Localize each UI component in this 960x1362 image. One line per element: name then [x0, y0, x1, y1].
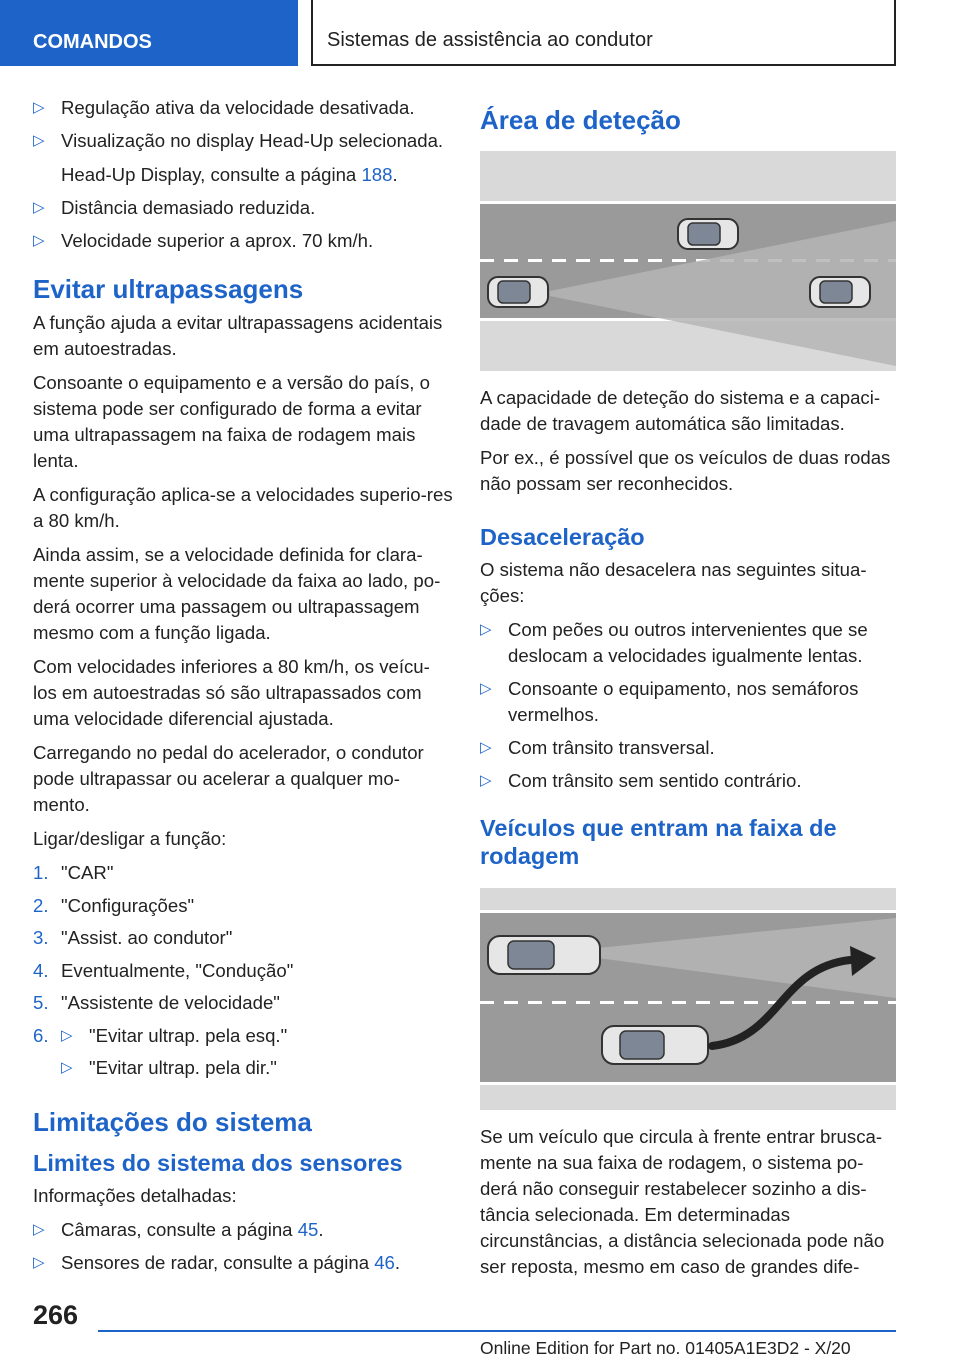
page-header	[0, 0, 960, 66]
step-item: 6. ▷ "Evitar ultrap. pela esq." ▷ "Evitar ultrap. pela dir."	[33, 1023, 453, 1082]
list-item: ▷ Com peões ou outros intervenientes que se deslocam a velocidades igualmente lentas.	[480, 619, 868, 666]
step-item: 3. "Assist. ao condutor"	[33, 927, 233, 948]
bullet-triangle-icon: ▷	[33, 1221, 45, 1238]
paragraph: Com velocidades inferiores a 80 km/h, os veícu‐los em autoestradas só são ultrapassados com uma velocidade diferencial ajustada.	[33, 656, 430, 729]
paragraph: Carregando no pedal do acelerador, o condutor pode ultrapassar ou acelerar a qualquer mo‐mento.	[33, 742, 424, 815]
paragraph: A configuração aplica-se a velocidades superio‐res a 80 km/h.	[33, 484, 453, 531]
bullet-triangle-icon: ▷	[33, 1254, 45, 1271]
list-item: ▷ Distância demasiado reduzida.	[33, 195, 453, 221]
cross-reference: Head-Up Display, consulte a página 188.	[61, 164, 398, 185]
paragraph: O sistema não desacelera nas seguintes situa‐ções:	[480, 559, 867, 606]
page-link[interactable]: 45	[297, 1219, 319, 1240]
heading-desaceleracao: Desaceleração	[480, 524, 645, 550]
page-link[interactable]: 188	[361, 164, 393, 185]
edition-text: Online Edition for Part no. 01405A1E3D2 - X/20	[480, 1338, 851, 1358]
cut-in-figure	[480, 888, 896, 1110]
list-item: ▷ Velocidade superior a aprox. 70 km/h.	[33, 228, 453, 254]
paragraph: Se um veículo que circula à frente entrar brusca‐mente na sua faixa de rodagem, o sistema po‐derá não conseguir restabelecer sozinho a dis‐tância selecionada. Em determinadas circunstâncias, a distância selecionada pode não ser reposta, mesmo em caso de grandes dife‐	[480, 1126, 885, 1277]
paragraph: Por ex., é possível que os veículos de duas rodas não possam ser reconhecidos.	[480, 447, 891, 494]
bullet-triangle-icon: ▷	[33, 99, 45, 116]
step-item: 2. "Configurações"	[33, 894, 195, 916]
car-icon	[602, 1026, 708, 1064]
bullet-triangle-icon: ▷	[61, 1026, 73, 1044]
page-link[interactable]: 46	[374, 1252, 395, 1273]
paragraph: Informações detalhadas:	[33, 1185, 237, 1206]
paragraph: Ligar/desligar a função:	[33, 828, 227, 849]
heading-veiculos-entram: Veículos que entram na faixa de rodagem	[480, 815, 837, 869]
paragraph: A função ajuda a evitar ultrapassagens acidentais em autoestradas.	[33, 312, 443, 359]
car-icon	[488, 277, 548, 307]
heading-limites-sensores: Limites do sistema dos sensores	[33, 1150, 403, 1176]
paragraph: A capacidade de deteção do sistema e a capaci‐dade de travagem automática são limitadas.	[480, 387, 881, 434]
step-options	[61, 1023, 453, 1082]
bullet-triangle-icon: ▷	[480, 680, 492, 697]
list-item: ▷ Sensores de radar, consulte a página 46.	[33, 1250, 453, 1276]
bullet-triangle-icon: ▷	[480, 772, 492, 789]
heading-area-detecao: Área de deteção	[480, 105, 681, 135]
list-item: ▷ Com trânsito transversal.	[480, 735, 896, 761]
step-item: 4. Eventualmente, "Condução"	[33, 959, 294, 981]
references-list	[33, 1217, 453, 1276]
steps-list	[33, 860, 453, 1081]
deceleration-list	[480, 617, 896, 794]
list-item: ▷ Câmaras, consulte a página 45.	[33, 1217, 453, 1243]
step-item: 1. "CAR"	[33, 862, 114, 883]
cut-in-illustration	[480, 888, 896, 1110]
list-item: ▷ Com trânsito sem sentido contrário.	[480, 768, 896, 794]
footer-divider	[98, 1330, 896, 1332]
paragraph: Consoante o equipamento e a versão do país, o sistema pode ser configurado de forma a evitar uma ultrapassagem na faixa de rodagem mais lenta.	[33, 372, 430, 471]
conditions-list	[33, 95, 453, 254]
right-column	[480, 95, 896, 1288]
bullet-triangle-icon: ▷	[480, 621, 492, 638]
left-column	[33, 95, 453, 1283]
heading-limitacoes: Limitações do sistema	[33, 1107, 312, 1137]
option-item: ▷ "Evitar ultrap. pela esq."	[61, 1023, 453, 1049]
step-item: 5. "Assistente de velocidade"	[33, 992, 280, 1013]
list-item: ▷ Regulação ativa da velocidade desativada.	[33, 95, 453, 121]
bullet-triangle-icon: ▷	[61, 1059, 73, 1076]
bullet-triangle-icon: ▷	[33, 232, 45, 249]
bullet-triangle-icon: ▷	[480, 739, 492, 756]
chapter-tab: COMANDOS	[0, 0, 298, 66]
car-icon	[810, 277, 870, 307]
page-number: 266	[33, 1300, 79, 1330]
option-item: ▷ "Evitar ultrap. pela dir."	[61, 1055, 453, 1081]
paragraph: Ainda assim, se a velocidade definida for clara‐mente superior à velocidade da faixa ao lado, po‐derá ocorrer uma passagem ou ultrapassagem mesmo com a função ligada.	[33, 544, 441, 643]
detection-area-figure	[480, 151, 896, 371]
detection-area-illustration	[480, 151, 896, 371]
bullet-triangle-icon: ▷	[33, 132, 45, 149]
list-item: ▷ Consoante o equipamento, nos semáforos vermelhos.	[480, 678, 859, 725]
list-item: ▷ Visualização no display Head-Up selecionada. Head-Up Display, consulte a página 188.	[33, 128, 453, 188]
bullet-triangle-icon: ▷	[33, 199, 45, 216]
heading-evitar-ultrapassagens: Evitar ultrapassagens	[33, 274, 304, 304]
car-icon	[678, 219, 738, 249]
car-icon	[488, 936, 600, 974]
section-title: Sistemas de assistência ao condutor	[311, 0, 896, 66]
